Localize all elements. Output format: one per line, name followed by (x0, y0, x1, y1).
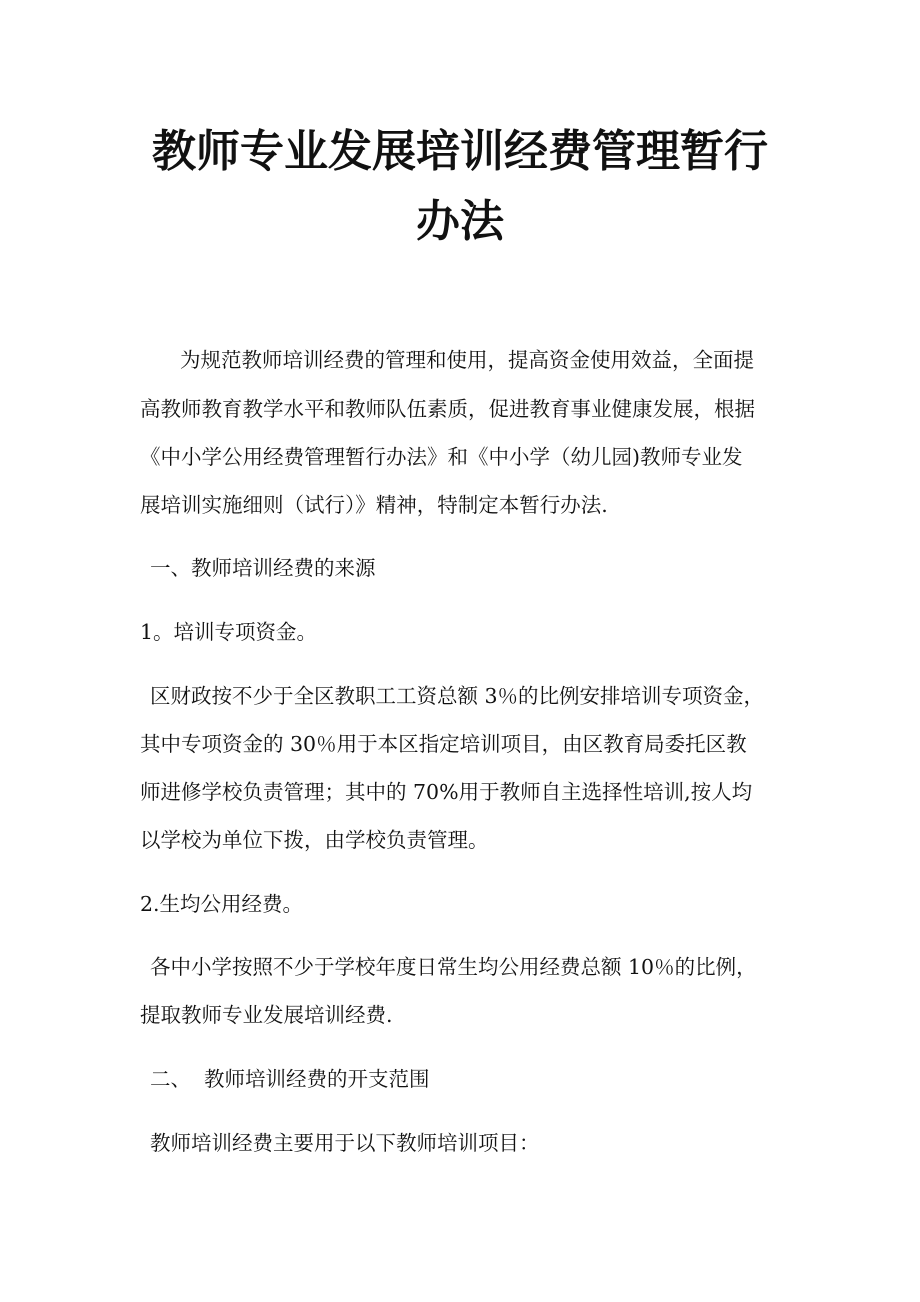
document-title-line-1: 教师专业发展培训经费管理暂行 (152, 126, 768, 177)
item-1-body-line-3: 师进修学校负责管理；其中的 70%用于教师自主选择性培训,按人均 (140, 780, 753, 804)
document-title-line-2: 办法 (416, 196, 504, 247)
item-2-heading: 2.生均公用经费。 (140, 892, 304, 916)
item-1-body-line-4: 以学校为单位下拨，由学校负责管理。 (140, 828, 489, 852)
item-2-body-line-1: 各中小学按照不少于学校年度日常生均公用经费总额 10％的比例， (150, 955, 757, 979)
intro-line-1: 为规范教师培训经费的管理和使用，提高资金使用效益，全面提 (180, 348, 754, 372)
section-2-intro: 教师培训经费主要用于以下教师培训项目： (150, 1131, 540, 1155)
item-2-body-line-2: 提取教师专业发展培训经费. (140, 1003, 393, 1027)
intro-line-4: 展培训实施细则（试行）》精神，特制定本暂行办法. (140, 493, 608, 517)
item-1-body-line-1: 区财政按不少于全区教职工工资总额 3％的比例安排培训专项资金， (150, 684, 765, 708)
item-1-body-line-2: 其中专项资金的 30％用于本区指定培训项目，由区教育局委托区教 (140, 732, 747, 756)
section-1-heading: 一、教师培训经费的来源 (150, 556, 376, 580)
intro-line-2: 高教师教育教学水平和教师队伍素质，促进教育事业健康发展，根据 (140, 397, 755, 421)
section-2-heading: 二、 教师培训经费的开支范围 (150, 1067, 430, 1091)
item-1-heading: 1。培训专项资金。 (140, 620, 318, 644)
intro-line-3: 《中小学公用经费管理暂行办法》和《中小学（幼儿园)教师专业发 (140, 445, 743, 469)
